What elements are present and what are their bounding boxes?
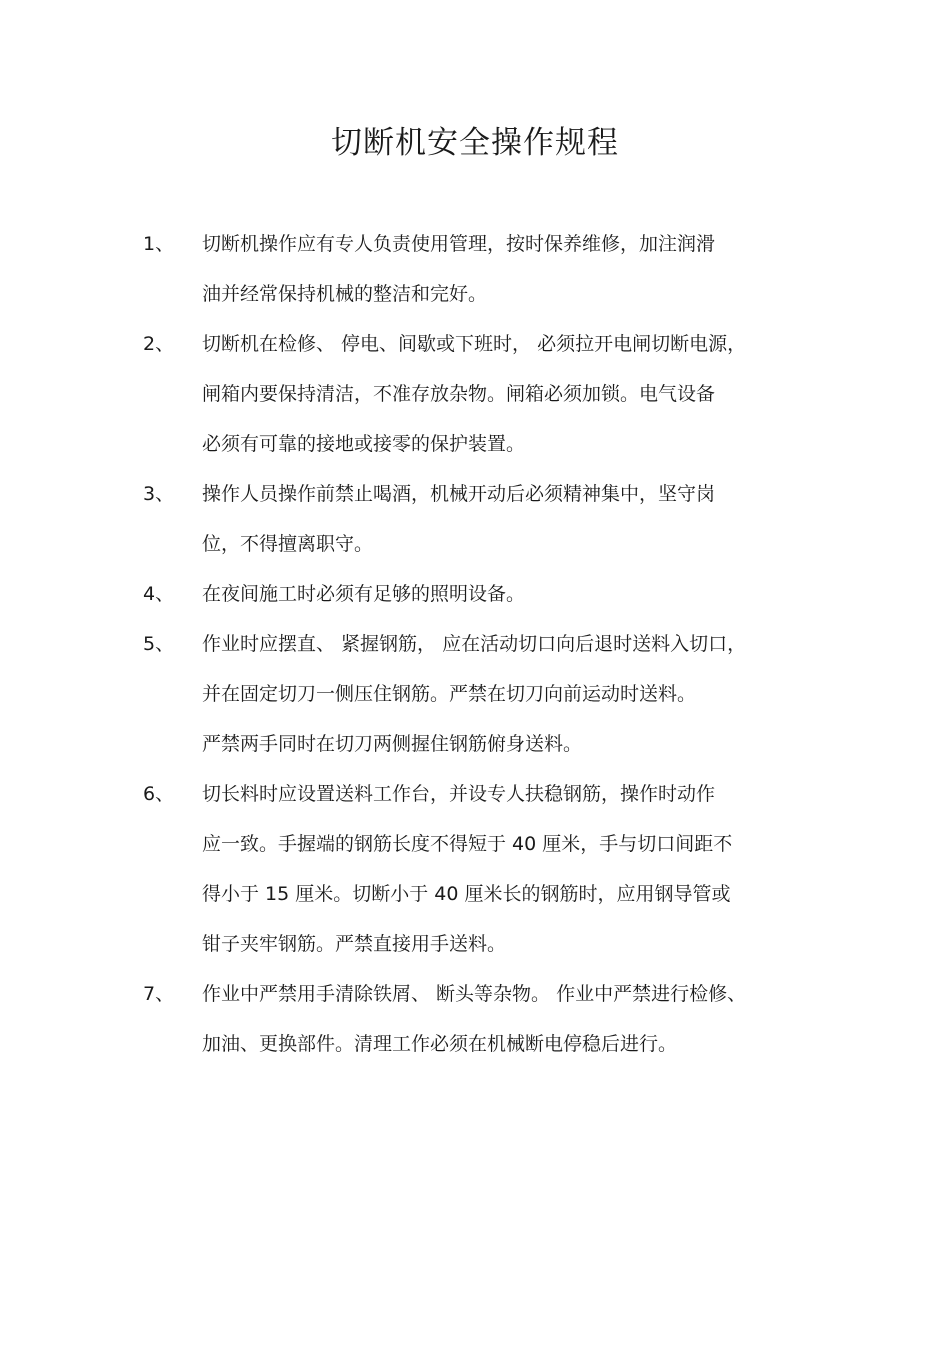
item-text-line: 切长料时应设置送料工作台，并设专人扶稳钢筋，操作时动作 [202, 783, 716, 805]
list-item [143, 219, 823, 319]
item-text-line: 在夜间施工时必须有足够的照明设备。 [202, 583, 526, 605]
rules-list [143, 219, 823, 1069]
item-text-line: 位，不得擅离职守。 [202, 533, 374, 555]
list-item [143, 319, 823, 469]
item-text-line: 严禁两手同时在切刀两侧握住钢筋俯身送料。 [202, 733, 583, 755]
item-number: 1、 [143, 233, 175, 255]
item-number: 6、 [143, 783, 175, 805]
item-number: 2、 [143, 333, 175, 355]
item-text-line: 切断机操作应有专人负责使用管理，按时保养维修，加注润滑 [202, 233, 716, 255]
item-text-line: 操作人员操作前禁止喝酒，机械开动后必须精神集中，坚守岗 [202, 483, 716, 505]
list-item [143, 569, 823, 619]
list-item [143, 769, 823, 969]
item-number: 3、 [143, 483, 175, 505]
item-text-line: 切断机在检修、 停电、间歇或下班时， 必须拉开电闸切断电源， [202, 333, 747, 355]
item-number: 5、 [143, 633, 175, 655]
list-item [143, 469, 823, 569]
list-item [143, 619, 823, 769]
document-title: 切断机安全操作规程 [331, 125, 619, 161]
item-text-line: 闸箱内要保持清洁，不准存放杂物。闸箱必须加锁。电气设备 [202, 383, 716, 405]
item-text-line: 并在固定切刀一侧压住钢筋。严禁在切刀向前运动时送料。 [202, 683, 697, 705]
item-text-line: 得小于 15 厘米。切断小于 40 厘米长的钢筋时，应用钢导管或 [202, 883, 731, 905]
item-number: 7、 [143, 983, 175, 1005]
item-number: 4、 [143, 583, 175, 605]
list-item [143, 969, 823, 1069]
item-text-line: 必须有可靠的接地或接零的保护装置。 [202, 433, 526, 455]
item-text-line: 加油、更换部件。清理工作必须在机械断电停稳后进行。 [202, 1033, 678, 1055]
item-text-line: 作业中严禁用手清除铁屑、 断头等杂物。 作业中严禁进行检修、 [202, 983, 747, 1005]
item-text-line: 作业时应摆直、 紧握钢筋， 应在活动切口向后退时送料入切口， [202, 633, 747, 655]
item-text-line: 钳子夹牢钢筋。严禁直接用手送料。 [202, 933, 507, 955]
item-text-line: 应一致。手握端的钢筋长度不得短于 40 厘米，手与切口间距不 [202, 833, 733, 855]
item-text-line: 油并经常保持机械的整洁和完好。 [202, 283, 488, 305]
